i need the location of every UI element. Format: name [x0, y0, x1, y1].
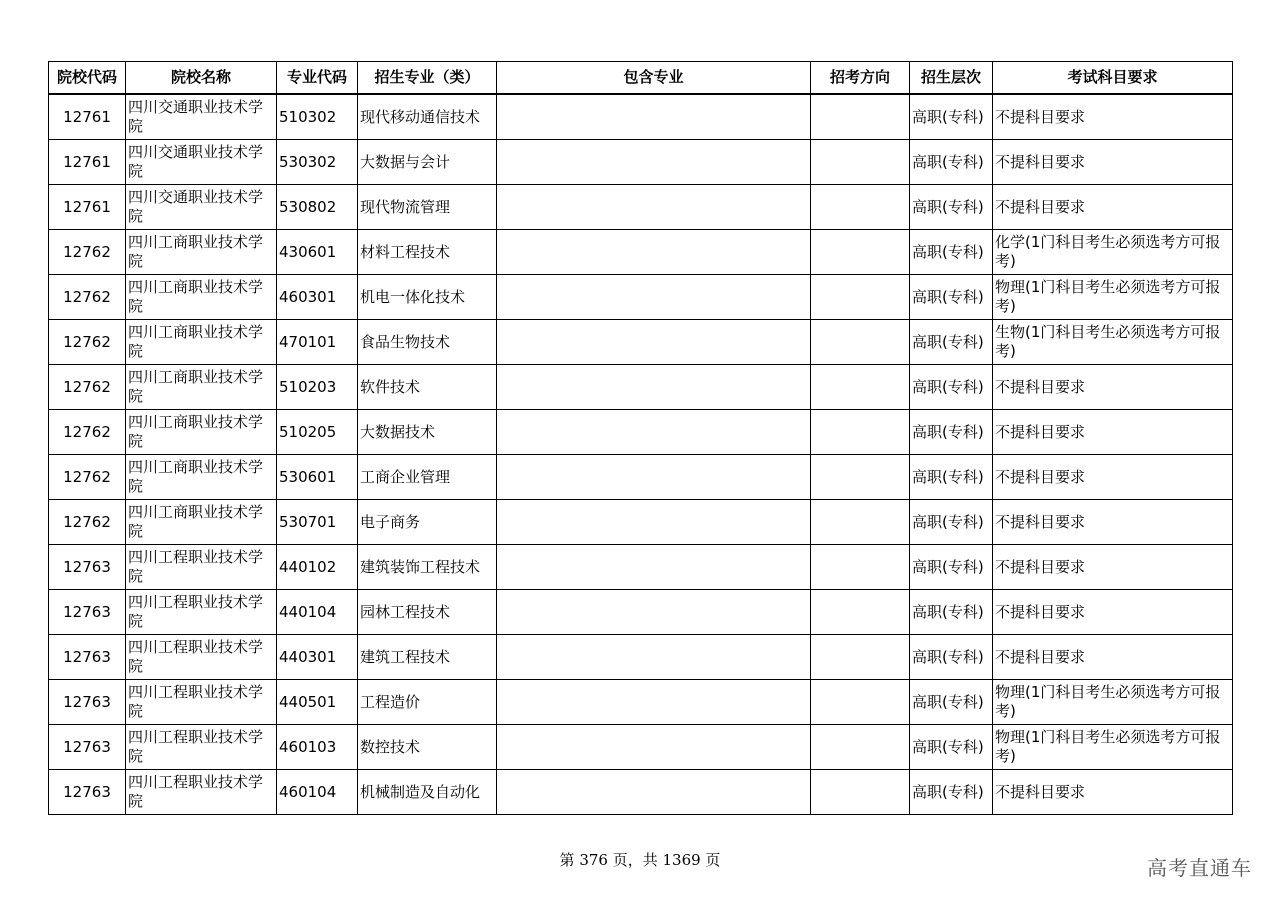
cell-included-majors	[497, 140, 811, 185]
cell-major-code: 440501	[277, 680, 358, 725]
cell-major-code: 530601	[277, 455, 358, 500]
cell-major: 机械制造及自动化	[358, 770, 497, 815]
table-row	[49, 545, 1233, 590]
cell-school-name: 四川工程职业技术学院	[126, 635, 277, 680]
cell-included-majors	[497, 275, 811, 320]
cell-direction	[811, 770, 910, 815]
header-school-code: 院校代码	[49, 62, 126, 95]
cell-direction	[811, 185, 910, 230]
cell-school-name: 四川工商职业技术学院	[126, 365, 277, 410]
cell-direction	[811, 94, 910, 140]
admissions-table	[48, 61, 1233, 815]
table-row	[49, 635, 1233, 680]
cell-major-code: 430601	[277, 230, 358, 275]
cell-included-majors	[497, 770, 811, 815]
cell-school-code: 12763	[49, 545, 126, 590]
cell-school-code: 12762	[49, 275, 126, 320]
cell-level: 高职(专科)	[910, 725, 993, 770]
header-level: 招生层次	[910, 62, 993, 95]
cell-major: 机电一体化技术	[358, 275, 497, 320]
cell-included-majors	[497, 230, 811, 275]
cell-school-code: 12762	[49, 500, 126, 545]
cell-level: 高职(专科)	[910, 545, 993, 590]
cell-requirement: 生物(1门科目考生必须选考方可报考)	[993, 320, 1233, 365]
header-major-code: 专业代码	[277, 62, 358, 95]
cell-level: 高职(专科)	[910, 320, 993, 365]
cell-major-code: 440301	[277, 635, 358, 680]
table-row	[49, 680, 1233, 725]
cell-school-code: 12763	[49, 590, 126, 635]
cell-major: 软件技术	[358, 365, 497, 410]
cell-requirement: 不提科目要求	[993, 455, 1233, 500]
cell-requirement: 物理(1门科目考生必须选考方可报考)	[993, 725, 1233, 770]
cell-included-majors	[497, 365, 811, 410]
cell-school-name: 四川交通职业技术学院	[126, 140, 277, 185]
cell-included-majors	[497, 455, 811, 500]
cell-major-code: 510203	[277, 365, 358, 410]
cell-included-majors	[497, 545, 811, 590]
cell-direction	[811, 590, 910, 635]
table-row	[49, 140, 1233, 185]
cell-level: 高职(专科)	[910, 770, 993, 815]
cell-school-code: 12762	[49, 410, 126, 455]
cell-major-code: 440102	[277, 545, 358, 590]
cell-direction	[811, 545, 910, 590]
cell-direction	[811, 635, 910, 680]
header-school-name: 院校名称	[126, 62, 277, 95]
cell-major: 现代移动通信技术	[358, 94, 497, 140]
cell-school-code: 12762	[49, 365, 126, 410]
cell-included-majors	[497, 185, 811, 230]
table-row	[49, 275, 1233, 320]
table-row	[49, 94, 1233, 140]
cell-included-majors	[497, 680, 811, 725]
cell-major: 大数据与会计	[358, 140, 497, 185]
cell-requirement: 不提科目要求	[993, 500, 1233, 545]
table-row	[49, 770, 1233, 815]
cell-major-code: 460104	[277, 770, 358, 815]
cell-major: 工商企业管理	[358, 455, 497, 500]
cell-level: 高职(专科)	[910, 230, 993, 275]
cell-requirement: 不提科目要求	[993, 365, 1233, 410]
cell-major: 材料工程技术	[358, 230, 497, 275]
cell-direction	[811, 320, 910, 365]
cell-school-name: 四川工商职业技术学院	[126, 455, 277, 500]
cell-school-name: 四川工程职业技术学院	[126, 590, 277, 635]
cell-school-name: 四川工商职业技术学院	[126, 410, 277, 455]
table-header	[49, 62, 1233, 95]
cell-included-majors	[497, 725, 811, 770]
cell-requirement: 不提科目要求	[993, 545, 1233, 590]
cell-major: 园林工程技术	[358, 590, 497, 635]
cell-requirement: 不提科目要求	[993, 140, 1233, 185]
cell-major-code: 510205	[277, 410, 358, 455]
cell-direction	[811, 500, 910, 545]
cell-direction	[811, 140, 910, 185]
cell-school-code: 12762	[49, 320, 126, 365]
page-number: 第 376 页，共 1369 页	[559, 851, 721, 869]
cell-major: 食品生物技术	[358, 320, 497, 365]
cell-level: 高职(专科)	[910, 680, 993, 725]
cell-school-name: 四川交通职业技术学院	[126, 94, 277, 140]
header-row	[49, 62, 1233, 95]
cell-major-code: 530802	[277, 185, 358, 230]
table-row	[49, 365, 1233, 410]
cell-direction	[811, 725, 910, 770]
cell-school-name: 四川工程职业技术学院	[126, 770, 277, 815]
cell-requirement: 化学(1门科目考生必须选考方可报考)	[993, 230, 1233, 275]
table-row	[49, 185, 1233, 230]
cell-included-majors	[497, 320, 811, 365]
table-row	[49, 590, 1233, 635]
cell-school-name: 四川工程职业技术学院	[126, 725, 277, 770]
cell-school-name: 四川工程职业技术学院	[126, 680, 277, 725]
cell-school-code: 12762	[49, 455, 126, 500]
cell-direction	[811, 455, 910, 500]
cell-requirement: 不提科目要求	[993, 770, 1233, 815]
cell-requirement: 不提科目要求	[993, 185, 1233, 230]
cell-school-name: 四川工商职业技术学院	[126, 275, 277, 320]
cell-level: 高职(专科)	[910, 635, 993, 680]
table-body	[49, 94, 1233, 815]
cell-level: 高职(专科)	[910, 94, 993, 140]
cell-level: 高职(专科)	[910, 365, 993, 410]
header-major: 招生专业（类）	[358, 62, 497, 95]
cell-requirement: 不提科目要求	[993, 94, 1233, 140]
table-row	[49, 455, 1233, 500]
cell-major-code: 530701	[277, 500, 358, 545]
table-row	[49, 725, 1233, 770]
header-direction: 招考方向	[811, 62, 910, 95]
cell-included-majors	[497, 94, 811, 140]
cell-school-code: 12763	[49, 635, 126, 680]
cell-school-code: 12761	[49, 185, 126, 230]
cell-school-code: 12762	[49, 230, 126, 275]
cell-requirement: 不提科目要求	[993, 590, 1233, 635]
cell-requirement: 不提科目要求	[993, 635, 1233, 680]
cell-major-code: 510302	[277, 94, 358, 140]
cell-school-name: 四川工商职业技术学院	[126, 500, 277, 545]
table-row	[49, 410, 1233, 455]
cell-major: 建筑工程技术	[358, 635, 497, 680]
cell-included-majors	[497, 500, 811, 545]
cell-direction	[811, 230, 910, 275]
cell-major: 工程造价	[358, 680, 497, 725]
cell-requirement: 物理(1门科目考生必须选考方可报考)	[993, 680, 1233, 725]
cell-direction	[811, 680, 910, 725]
cell-included-majors	[497, 590, 811, 635]
cell-major: 数控技术	[358, 725, 497, 770]
cell-major: 大数据技术	[358, 410, 497, 455]
cell-direction	[811, 410, 910, 455]
table-row	[49, 320, 1233, 365]
cell-direction	[811, 275, 910, 320]
cell-school-name: 四川交通职业技术学院	[126, 185, 277, 230]
cell-level: 高职(专科)	[910, 590, 993, 635]
cell-direction	[811, 365, 910, 410]
cell-major-code: 460301	[277, 275, 358, 320]
cell-included-majors	[497, 635, 811, 680]
cell-level: 高职(专科)	[910, 140, 993, 185]
cell-level: 高职(专科)	[910, 500, 993, 545]
cell-school-code: 12763	[49, 680, 126, 725]
cell-requirement: 不提科目要求	[993, 410, 1233, 455]
cell-major: 现代物流管理	[358, 185, 497, 230]
watermark-text: 高考直通车	[1147, 856, 1252, 880]
cell-requirement: 物理(1门科目考生必须选考方可报考)	[993, 275, 1233, 320]
cell-school-name: 四川工商职业技术学院	[126, 320, 277, 365]
cell-level: 高职(专科)	[910, 185, 993, 230]
cell-major-code: 440104	[277, 590, 358, 635]
table-row	[49, 500, 1233, 545]
header-included-majors: 包含专业	[497, 62, 811, 95]
cell-level: 高职(专科)	[910, 455, 993, 500]
cell-school-code: 12763	[49, 770, 126, 815]
header-requirement: 考试科目要求	[993, 62, 1233, 95]
cell-major-code: 460103	[277, 725, 358, 770]
cell-major: 建筑装饰工程技术	[358, 545, 497, 590]
cell-major-code: 470101	[277, 320, 358, 365]
cell-school-code: 12763	[49, 725, 126, 770]
cell-school-code: 12761	[49, 94, 126, 140]
cell-major: 电子商务	[358, 500, 497, 545]
table-row	[49, 230, 1233, 275]
cell-school-name: 四川工程职业技术学院	[126, 545, 277, 590]
cell-level: 高职(专科)	[910, 275, 993, 320]
cell-level: 高职(专科)	[910, 410, 993, 455]
cell-major-code: 530302	[277, 140, 358, 185]
cell-included-majors	[497, 410, 811, 455]
cell-school-name: 四川工商职业技术学院	[126, 230, 277, 275]
cell-school-code: 12761	[49, 140, 126, 185]
